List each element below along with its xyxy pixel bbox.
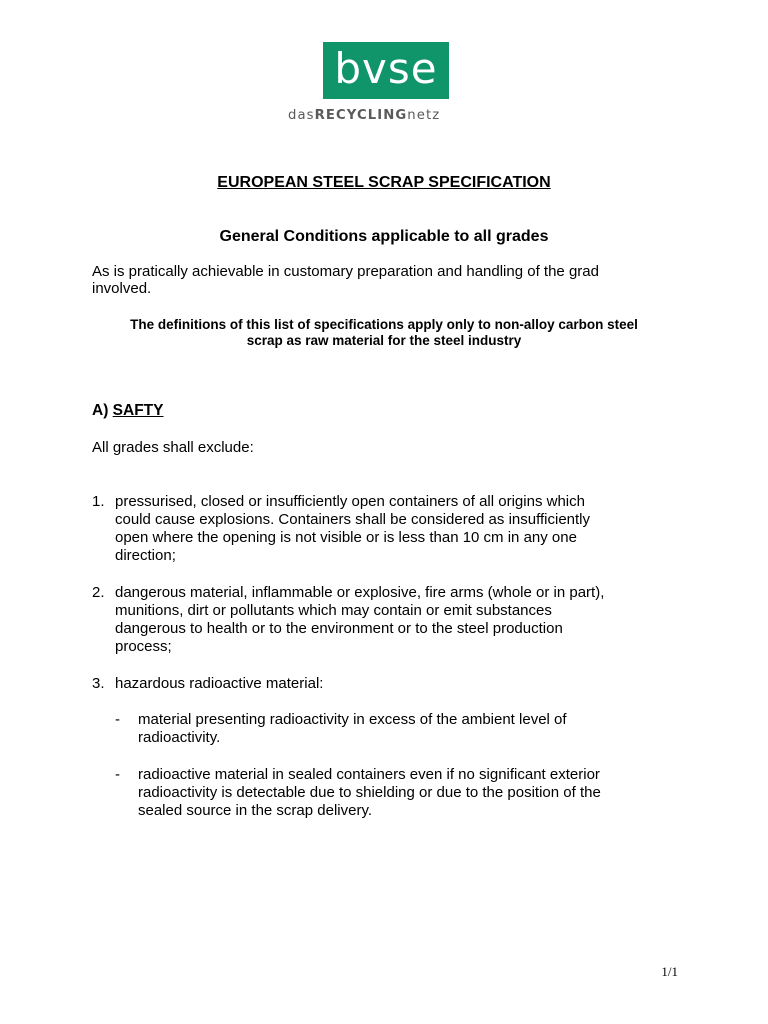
- document-title: EUROPEAN STEEL SCRAP SPECIFICATION: [217, 174, 551, 191]
- list-item-line: dangerous material, inflammable or explosive, fire arms (whole or in part),: [115, 584, 605, 601]
- bvse-logo: [287, 40, 497, 125]
- intro-line: involved.: [92, 280, 152, 297]
- sublist-dash: -: [115, 711, 120, 728]
- logo-tag-pre: das: [288, 108, 315, 123]
- intro-line: As is pratically achievable in customary preparation and handling of the grad: [92, 263, 599, 280]
- definition-line: scrap as raw material for the steel industry: [246, 333, 522, 348]
- list-item-line: direction;: [115, 547, 176, 564]
- logo-tag-post: netz: [407, 108, 441, 123]
- list-item-line: dangerous to health or to the environment or to the steel production: [115, 620, 563, 637]
- list-item-line: munitions, dirt or pollutants which may contain or emit substances: [115, 602, 552, 619]
- sublist-dash: -: [115, 766, 120, 783]
- list-item-line: pressurised, closed or insufficiently open containers of all origins which: [115, 493, 585, 510]
- list-item-line: hazardous radioactive material:: [115, 675, 324, 692]
- list-item-line: open where the opening is not visible or is less than 10 cm in any one: [115, 529, 577, 546]
- definition-line: The definitions of this list of specifications apply only to non-alloy carbon steel: [130, 317, 638, 332]
- sublist-item-line: radioactive material in sealed containers even if no significant exterior: [138, 766, 600, 783]
- logo-tagline: [288, 108, 440, 123]
- section-label: A): [92, 402, 109, 419]
- exclude-lead: All grades shall exclude:: [92, 439, 254, 456]
- sublist-item-line: material presenting radioactivity in excess of the ambient level of: [138, 711, 567, 728]
- logo-wordmark: bvse: [334, 43, 438, 93]
- list-number: 3.: [92, 675, 105, 692]
- sublist-item-line: radioactivity.: [138, 729, 221, 746]
- logo-box: [323, 42, 449, 99]
- sublist-item-line: sealed source in the scrap delivery.: [138, 802, 373, 819]
- list-item-line: could cause explosions. Containers shall be considered as insufficiently: [115, 511, 590, 528]
- list-item-line: process;: [115, 638, 172, 655]
- page-number: 1/1: [661, 964, 678, 979]
- document-subtitle: General Conditions applicable to all grades: [219, 228, 549, 245]
- section-heading: [92, 402, 163, 420]
- sublist-item-line: radioactivity is detectable due to shielding or due to the position of the: [138, 784, 601, 801]
- list-number: 2.: [92, 584, 105, 601]
- list-number: 1.: [92, 493, 105, 510]
- section-title: SAFTY: [112, 402, 164, 419]
- logo-tag-mid: RECYCLING: [314, 108, 408, 123]
